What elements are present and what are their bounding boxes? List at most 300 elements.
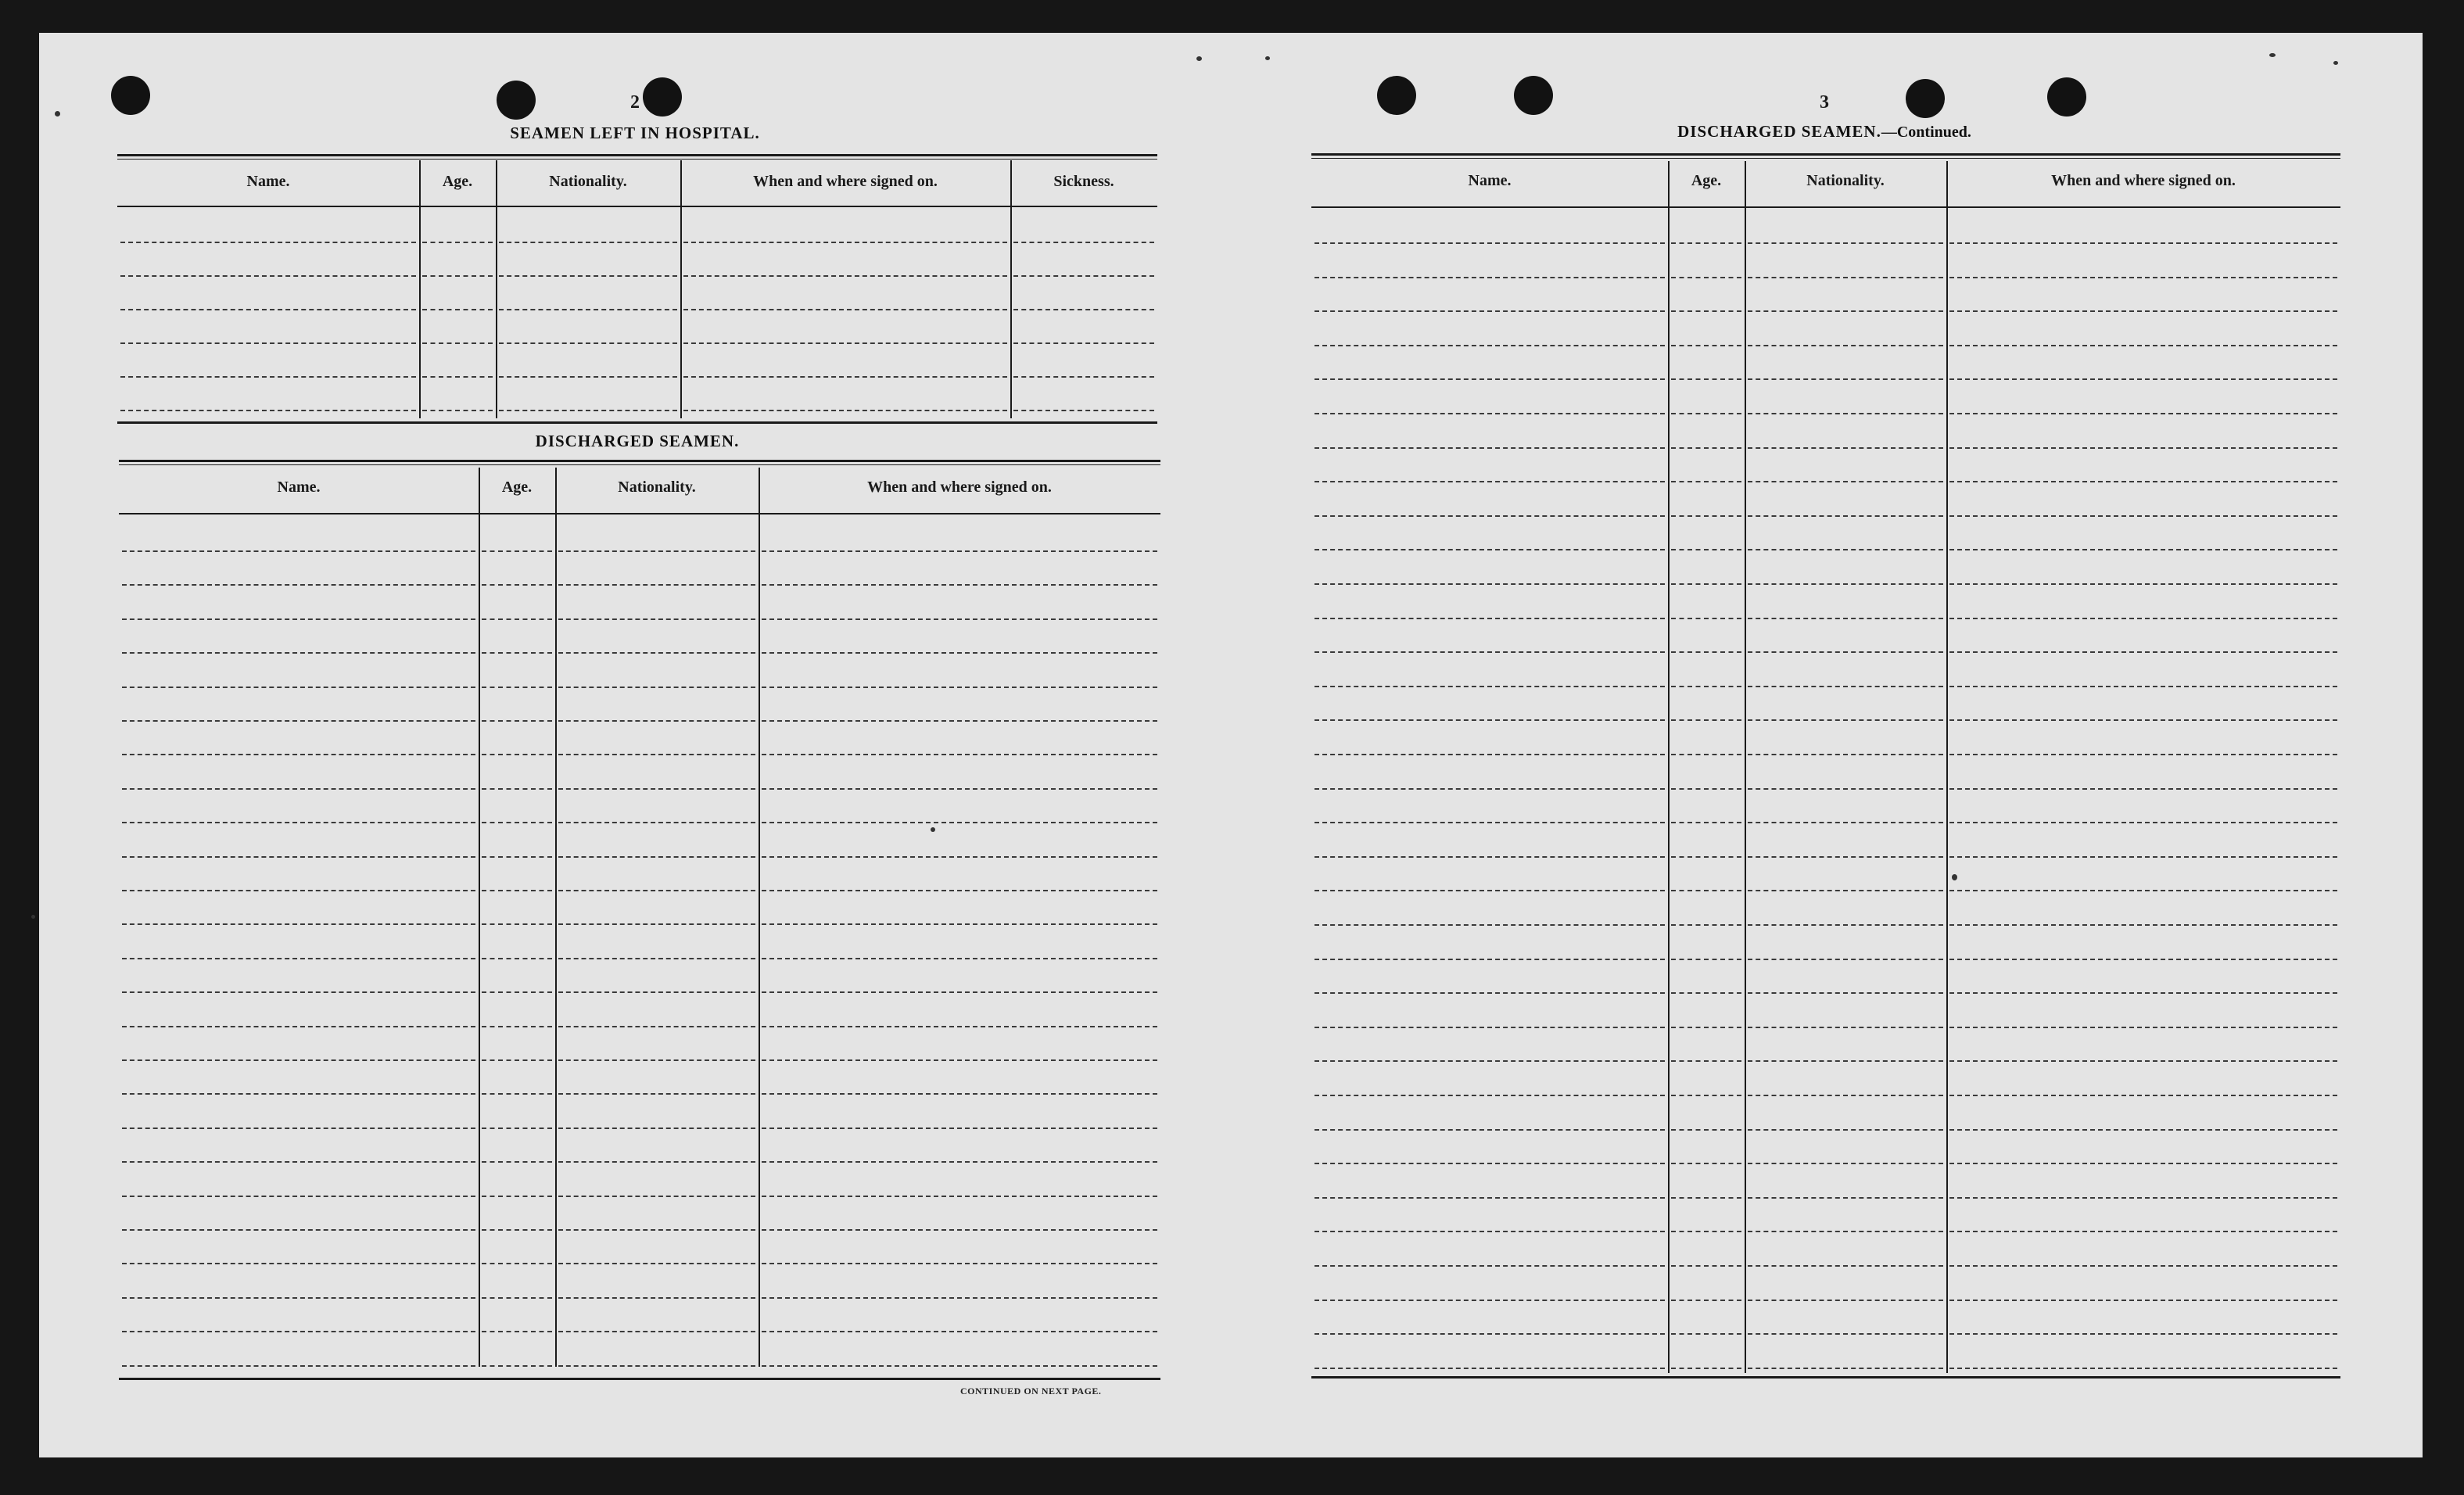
ruled-line — [120, 342, 416, 344]
ruled-line — [1949, 1197, 2337, 1199]
ruled-line — [1949, 1060, 2337, 1062]
ruled-line — [1949, 856, 2337, 858]
ruled-line — [558, 550, 755, 552]
ruled-line — [762, 958, 1157, 959]
ruled-line — [1671, 686, 1741, 687]
ruled-line — [1671, 549, 1741, 550]
ruled-line — [1314, 651, 1665, 653]
ruled-line — [558, 754, 755, 755]
ruled-line — [1314, 1197, 1665, 1199]
column-header-name: Name. — [277, 479, 321, 496]
ruled-line — [1748, 822, 1943, 823]
ruled-line — [1748, 549, 1943, 550]
ruled-line — [482, 618, 552, 620]
column-header-age: Age. — [442, 173, 473, 190]
ruled-line — [1314, 924, 1665, 926]
column-header-nationality: Nationality. — [1806, 172, 1885, 189]
ruled-line — [122, 822, 475, 823]
discharged-section-heading: DISCHARGED SEAMEN. — [535, 432, 740, 450]
section-end-rule — [117, 421, 1157, 424]
ruled-line — [558, 1093, 755, 1095]
ruled-line — [122, 1196, 475, 1197]
ruled-line — [762, 822, 1157, 823]
heading-continued: —Continued. — [1881, 124, 1971, 141]
ruled-line — [1314, 549, 1665, 550]
ruled-line — [1949, 1333, 2337, 1335]
ruled-line — [683, 376, 1007, 378]
ruled-line — [558, 822, 755, 823]
ruled-line — [762, 754, 1157, 755]
ruled-line — [762, 1229, 1157, 1231]
ruled-line — [122, 618, 475, 620]
column-header-signed-on: When and where signed on. — [2051, 172, 2236, 189]
ruled-line — [762, 1365, 1157, 1367]
ruled-line — [482, 856, 552, 858]
ruled-line — [122, 890, 475, 891]
column-header-name: Name. — [246, 173, 290, 190]
ruled-line — [1671, 413, 1741, 414]
ruled-line — [1748, 788, 1943, 790]
ruled-line — [122, 1331, 475, 1332]
ruled-line — [558, 890, 755, 891]
ruled-line — [422, 309, 493, 310]
right-page — [1232, 0, 2464, 1495]
ruled-line — [1013, 242, 1154, 243]
ruled-line — [1748, 1095, 1943, 1096]
ruled-line — [558, 1196, 755, 1197]
ruled-line — [558, 1026, 755, 1027]
ruled-line — [762, 1161, 1157, 1163]
continued-note: CONTINUED ON NEXT PAGE. — [960, 1386, 1102, 1396]
ruled-line — [122, 754, 475, 755]
ruled-line — [1748, 583, 1943, 585]
ruled-line — [1949, 651, 2337, 653]
ruled-line — [1671, 1163, 1741, 1164]
ruled-line — [1748, 277, 1943, 278]
ruled-line — [482, 720, 552, 722]
ruled-line — [482, 1128, 552, 1129]
ruled-line — [1748, 754, 1943, 755]
ruled-line — [1671, 242, 1741, 244]
ruled-line — [762, 1297, 1157, 1299]
ruled-line — [422, 376, 493, 378]
ruled-line — [558, 1297, 755, 1299]
ruled-line — [1314, 481, 1665, 482]
ruled-line — [762, 652, 1157, 654]
ruled-line — [1314, 1027, 1665, 1028]
ruled-line — [122, 1026, 475, 1027]
ruled-line — [122, 856, 475, 858]
ruled-line — [1314, 1060, 1665, 1062]
ruled-line — [683, 275, 1007, 277]
ruled-line — [422, 275, 493, 277]
ruled-line — [1314, 1095, 1665, 1096]
ruled-line — [422, 242, 493, 243]
ruled-line — [1314, 754, 1665, 755]
ruled-line — [1949, 618, 2337, 619]
section-end-rule — [1311, 1376, 2340, 1378]
ruled-line — [762, 687, 1157, 688]
ruled-line — [762, 1196, 1157, 1197]
ruled-line — [1314, 1129, 1665, 1131]
ruled-line — [558, 652, 755, 654]
ruled-line — [558, 856, 755, 858]
ruled-line — [1748, 1300, 1943, 1301]
ruled-line — [482, 584, 552, 586]
column-divider — [680, 160, 682, 418]
ruled-line — [1748, 890, 1943, 891]
ruled-line — [482, 1093, 552, 1095]
ruled-line — [1314, 618, 1665, 619]
ruled-line — [482, 923, 552, 925]
ruled-line — [1671, 1060, 1741, 1062]
ruled-line — [1671, 959, 1741, 960]
ruled-line — [122, 687, 475, 688]
column-header-name: Name. — [1468, 172, 1512, 189]
ruled-line — [1671, 1231, 1741, 1232]
ruled-line — [558, 991, 755, 993]
ruled-line — [1314, 345, 1665, 346]
ruled-line — [762, 788, 1157, 790]
ruled-line — [1671, 583, 1741, 585]
ruled-line — [1748, 345, 1943, 346]
column-header-signed-on: When and where signed on. — [753, 173, 938, 190]
ruled-line — [482, 1196, 552, 1197]
ruled-line — [482, 822, 552, 823]
ruled-line — [1748, 1368, 1943, 1369]
ruled-line — [558, 1059, 755, 1061]
ruled-line — [1748, 686, 1943, 687]
ruled-line — [1748, 1027, 1943, 1028]
ruled-line — [422, 342, 493, 344]
ruled-line — [122, 550, 475, 552]
ruled-line — [1314, 822, 1665, 823]
ruled-line — [122, 991, 475, 993]
ruled-line — [1314, 788, 1665, 790]
ruled-line — [122, 652, 475, 654]
page-number: 3 — [1820, 92, 1829, 113]
ruled-line — [1671, 1265, 1741, 1267]
ruled-line — [1949, 413, 2337, 414]
ruled-line — [120, 309, 416, 310]
ruled-line — [122, 958, 475, 959]
ruled-line — [482, 958, 552, 959]
ruled-line — [1748, 1197, 1943, 1199]
ruled-line — [1314, 515, 1665, 517]
ruled-line — [1949, 788, 2337, 790]
ruled-line — [1671, 651, 1741, 653]
ruled-line — [1671, 618, 1741, 619]
ruled-line — [1671, 856, 1741, 858]
column-divider — [479, 468, 480, 1367]
ruled-line — [762, 1093, 1157, 1095]
ruled-line — [1314, 1333, 1665, 1335]
ruled-line — [120, 376, 416, 378]
ruled-line — [1748, 719, 1943, 721]
ruled-line — [1949, 822, 2337, 823]
ruled-line — [1671, 515, 1741, 517]
header-rule — [117, 206, 1157, 207]
ruled-line — [482, 687, 552, 688]
ruled-line — [1748, 1060, 1943, 1062]
ruled-line — [499, 342, 677, 344]
page-number: 2 — [630, 92, 640, 113]
ruled-line — [762, 890, 1157, 891]
ruled-line — [122, 1093, 475, 1095]
ruled-line — [482, 788, 552, 790]
ruled-line — [122, 1297, 475, 1299]
ruled-line — [762, 1263, 1157, 1264]
ruled-line — [482, 754, 552, 755]
ruled-line — [1748, 924, 1943, 926]
ruled-line — [120, 242, 416, 243]
column-divider — [496, 160, 497, 418]
ruled-line — [683, 242, 1007, 243]
ruled-line — [1748, 651, 1943, 653]
ruled-line — [1314, 1231, 1665, 1232]
ruled-line — [1949, 959, 2337, 960]
discharged-table — [119, 460, 1160, 1396]
ruled-line — [1671, 1368, 1741, 1369]
ruled-line — [1748, 1333, 1943, 1335]
ruled-line — [482, 1229, 552, 1231]
ruled-line — [482, 1059, 552, 1061]
column-divider — [1668, 161, 1670, 1373]
ruled-line — [762, 720, 1157, 722]
ruled-line — [1949, 583, 2337, 585]
ruled-line — [1314, 413, 1665, 414]
ruled-line — [1949, 1027, 2337, 1028]
discharged-continued-heading — [1677, 122, 1971, 142]
ruled-line — [1949, 992, 2337, 994]
ruled-line — [1949, 1163, 2337, 1164]
ruled-line — [1748, 618, 1943, 619]
ruled-line — [762, 1331, 1157, 1332]
ruled-line — [1671, 378, 1741, 380]
ruled-line — [482, 1161, 552, 1163]
ruled-line — [1671, 822, 1741, 823]
discharged-continued-table — [1311, 153, 2340, 1382]
ruled-line — [1949, 481, 2337, 482]
ruled-line — [1949, 549, 2337, 550]
ruled-line — [1314, 310, 1665, 312]
ruled-line — [482, 1263, 552, 1264]
ruled-line — [1949, 447, 2337, 449]
hospital-section-heading: SEAMEN LEFT IN HOSPITAL. — [510, 124, 760, 142]
column-divider — [1745, 161, 1746, 1373]
column-divider — [555, 468, 557, 1367]
ruled-line — [1949, 890, 2337, 891]
ruled-line — [1671, 890, 1741, 891]
ruled-line — [122, 1059, 475, 1061]
ruled-line — [1671, 719, 1741, 721]
ruled-line — [499, 309, 677, 310]
ruled-line — [120, 275, 416, 277]
ruled-line — [1748, 481, 1943, 482]
ruled-line — [1314, 686, 1665, 687]
ruled-line — [1748, 992, 1943, 994]
ruled-line — [122, 1263, 475, 1264]
column-divider — [419, 160, 421, 418]
ruled-line — [1949, 719, 2337, 721]
hospital-table — [117, 154, 1157, 424]
ruled-line — [1314, 719, 1665, 721]
ruled-line — [482, 1026, 552, 1027]
double-rule — [117, 154, 1157, 160]
ruled-line — [1314, 1300, 1665, 1301]
ruled-line — [1314, 242, 1665, 244]
ruled-line — [762, 1059, 1157, 1061]
ruled-line — [482, 550, 552, 552]
ruled-line — [1748, 1129, 1943, 1131]
ruled-line — [1314, 1163, 1665, 1164]
ruled-line — [122, 720, 475, 722]
ruled-line — [1949, 1095, 2337, 1096]
ruled-line — [482, 1297, 552, 1299]
ruled-line — [1949, 277, 2337, 278]
ruled-line — [1949, 754, 2337, 755]
ruled-line — [558, 618, 755, 620]
column-divider — [1010, 160, 1012, 418]
ruled-line — [1671, 754, 1741, 755]
ruled-line — [1314, 959, 1665, 960]
ruled-line — [1671, 310, 1741, 312]
header-rule — [1311, 206, 2340, 208]
ruled-line — [558, 1161, 755, 1163]
ruled-line — [1013, 376, 1154, 378]
ruled-line — [1949, 378, 2337, 380]
ruled-line — [683, 342, 1007, 344]
ruled-line — [1671, 992, 1741, 994]
ruled-line — [1671, 277, 1741, 278]
ruled-line — [1748, 1163, 1943, 1164]
ruled-line — [1314, 1368, 1665, 1369]
ruled-line — [1314, 447, 1665, 449]
section-end-rule — [119, 1378, 1160, 1380]
column-header-nationality: Nationality. — [618, 479, 696, 496]
ruled-line — [1748, 1231, 1943, 1232]
ruled-line — [762, 1026, 1157, 1027]
ruled-line — [1314, 378, 1665, 380]
ruled-line — [1671, 788, 1741, 790]
ruled-line — [1013, 342, 1154, 344]
ruled-line — [1748, 310, 1943, 312]
ruled-line — [1671, 1095, 1741, 1096]
ruled-line — [1949, 242, 2337, 244]
ruled-line — [1949, 1300, 2337, 1301]
column-header-signed-on: When and where signed on. — [867, 479, 1052, 496]
ruled-line — [1314, 856, 1665, 858]
ruled-line — [1949, 924, 2337, 926]
ruled-line — [558, 923, 755, 925]
ruled-line — [1671, 1129, 1741, 1131]
ruled-line — [122, 788, 475, 790]
ruled-line — [1314, 277, 1665, 278]
column-header-age: Age. — [1691, 172, 1722, 189]
ruled-line — [558, 1365, 755, 1367]
ruled-line — [1949, 1368, 2337, 1369]
double-rule — [1311, 153, 2340, 159]
ruled-line — [1671, 924, 1741, 926]
ruled-line — [1671, 1333, 1741, 1335]
ruled-line — [558, 584, 755, 586]
ruled-line — [1671, 1300, 1741, 1301]
ruled-line — [1314, 583, 1665, 585]
ruled-line — [1949, 686, 2337, 687]
ruled-line — [558, 720, 755, 722]
ruled-line — [1949, 310, 2337, 312]
column-divider — [759, 468, 760, 1367]
ruled-line — [683, 410, 1007, 411]
ruled-line — [1013, 309, 1154, 310]
ruled-line — [1949, 1265, 2337, 1267]
ruled-line — [1949, 515, 2337, 517]
ruled-line — [1949, 1231, 2337, 1232]
ruled-line — [1671, 481, 1741, 482]
ruled-line — [1671, 447, 1741, 449]
heading-text: DISCHARGED SEAMEN. — [1677, 122, 1881, 141]
ruled-line — [482, 1365, 552, 1367]
ruled-line — [122, 1365, 475, 1367]
ruled-line — [499, 410, 677, 411]
ruled-line — [482, 652, 552, 654]
ruled-line — [558, 1128, 755, 1129]
column-divider — [1946, 161, 1948, 1373]
ruled-line — [1748, 413, 1943, 414]
ruled-line — [762, 584, 1157, 586]
ruled-line — [422, 410, 493, 411]
ruled-line — [482, 991, 552, 993]
ruled-line — [1314, 1265, 1665, 1267]
ruled-line — [122, 923, 475, 925]
ruled-line — [762, 618, 1157, 620]
ruled-line — [1314, 890, 1665, 891]
ruled-line — [683, 309, 1007, 310]
ruled-line — [762, 1128, 1157, 1129]
ruled-line — [1748, 447, 1943, 449]
ruled-line — [482, 1331, 552, 1332]
ruled-line — [1949, 345, 2337, 346]
column-header-nationality: Nationality. — [549, 173, 627, 190]
ruled-line — [1314, 992, 1665, 994]
double-rule — [119, 460, 1160, 465]
ruled-line — [1748, 378, 1943, 380]
ruled-line — [482, 890, 552, 891]
ruled-line — [122, 1161, 475, 1163]
ruled-line — [1748, 1265, 1943, 1267]
ruled-line — [1748, 242, 1943, 244]
ruled-line — [499, 376, 677, 378]
ruled-line — [1949, 1129, 2337, 1131]
column-header-sickness: Sickness. — [1053, 173, 1114, 190]
ruled-line — [1013, 275, 1154, 277]
ruled-line — [762, 856, 1157, 858]
ruled-line — [558, 1263, 755, 1264]
ruled-line — [558, 1331, 755, 1332]
ruled-line — [1748, 515, 1943, 517]
ruled-line — [1013, 410, 1154, 411]
ruled-line — [499, 275, 677, 277]
ruled-line — [122, 1128, 475, 1129]
ruled-line — [762, 550, 1157, 552]
ruled-line — [1671, 345, 1741, 346]
ruled-line — [558, 687, 755, 688]
ruled-line — [558, 1229, 755, 1231]
ruled-line — [122, 584, 475, 586]
ruled-line — [120, 410, 416, 411]
ruled-line — [762, 991, 1157, 993]
ruled-line — [122, 1229, 475, 1231]
